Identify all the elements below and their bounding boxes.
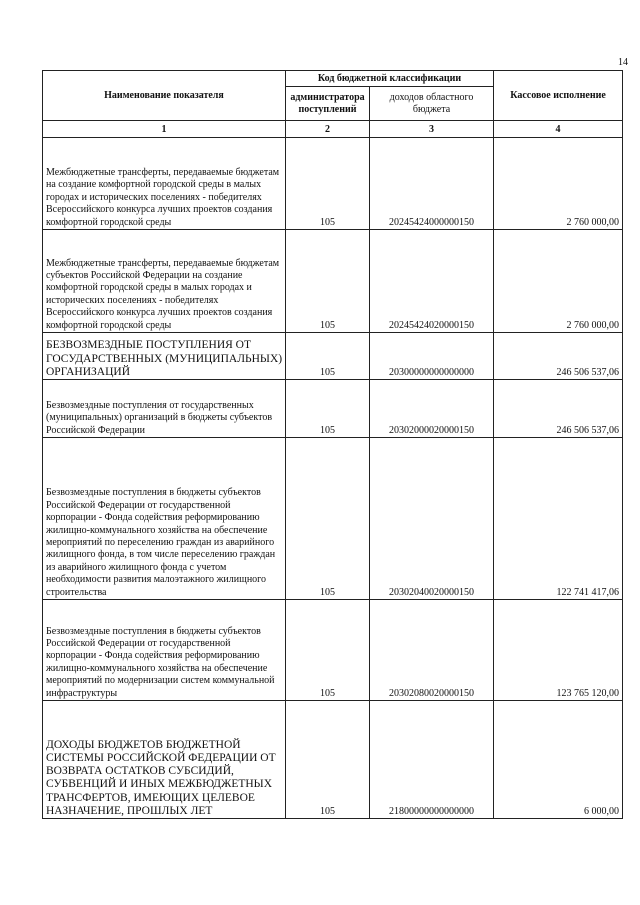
row-income-code: 20245424020000150 <box>370 230 494 333</box>
row-admin-code: 105 <box>286 138 370 230</box>
row-admin-code: 105 <box>286 600 370 701</box>
col-number-2: 2 <box>286 121 370 138</box>
row-amount: 2 760 000,00 <box>494 138 623 230</box>
header-admin: администратора поступлений <box>286 87 370 121</box>
table-row <box>43 701 623 819</box>
row-income-code: 20300000000000000 <box>370 333 494 380</box>
header-income: доходов областного бюджета <box>370 87 494 121</box>
row-admin-code: 105 <box>286 333 370 380</box>
row-amount: 123 765 120,00 <box>494 600 623 701</box>
row-admin-code: 105 <box>286 230 370 333</box>
table-row <box>43 438 623 600</box>
col-number-1: 1 <box>43 121 286 138</box>
row-name: ДОХОДЫ БЮДЖЕТОВ БЮДЖЕТНОЙ СИСТЕМЫ РОССИЙСКОЙ ФЕДЕРАЦИИ ОТ ВОЗВРАТА ОСТАТКОВ СУБСИДИЙ, СУБВЕНЦИЙ И ИНЫХ МЕЖБЮДЖЕТНЫХ ТРАНСФЕРТОВ, ИМЕЮЩИХ ЦЕЛЕВОЕ НАЗНАЧЕНИЕ, ПРОШЛЫХ ЛЕТ <box>43 701 286 819</box>
table-row <box>43 333 623 380</box>
row-name: Межбюджетные трансферты, передаваемые бюджетам на создание комфортной городской среды в малых городах и исторических поселениях - победителях Всероссийского конкурса лучших проектов создания комфортной городской среды <box>43 138 286 230</box>
row-amount: 246 506 537,06 <box>494 380 623 438</box>
row-income-code: 20302040020000150 <box>370 438 494 600</box>
row-amount: 246 506 537,06 <box>494 333 623 380</box>
budget-table <box>42 70 623 819</box>
row-income-code: 20302000020000150 <box>370 380 494 438</box>
row-income-code: 20245424000000150 <box>370 138 494 230</box>
row-amount: 6 000,00 <box>494 701 623 819</box>
page-number: 14 <box>618 57 628 68</box>
row-name: Безвозмездные поступления в бюджеты субъектов Российской Федерации от государственной корпорации - Фонда содействия реформированию жилищно-коммунального хозяйства на обеспечение мероприятий по переселению граждан из аварийного жилищного фонда, в том числе переселению граждан из аварийного жилищного фонда с учетом необходимости развития малоэтажного жилищного строительства <box>43 438 286 600</box>
row-income-code: 21800000000000000 <box>370 701 494 819</box>
row-amount: 122 741 417,06 <box>494 438 623 600</box>
table-row <box>43 380 623 438</box>
table-row <box>43 138 623 230</box>
header-cash-execution: Кассовое исполнение <box>494 71 623 121</box>
row-name: Безвозмездные поступления от государственных (муниципальных) организаций в бюджеты субъектов Российской Федерации <box>43 380 286 438</box>
col-number-3: 3 <box>370 121 494 138</box>
header-name: Наименование показателя <box>43 71 286 121</box>
row-name: Безвозмездные поступления в бюджеты субъектов Российской Федерации от государственной корпорации - Фонда содействия реформированию жилищно-коммунального хозяйства на обеспечение мероприятий по модернизации систем коммунальной инфраструктуры <box>43 600 286 701</box>
row-name: БЕЗВОЗМЕЗДНЫЕ ПОСТУПЛЕНИЯ ОТ ГОСУДАРСТВЕННЫХ (МУНИЦИПАЛЬНЫХ) ОРГАНИЗАЦИЙ <box>43 333 286 380</box>
row-admin-code: 105 <box>286 701 370 819</box>
table-row <box>43 230 623 333</box>
row-amount: 2 760 000,00 <box>494 230 623 333</box>
row-admin-code: 105 <box>286 380 370 438</box>
row-income-code: 20302080020000150 <box>370 600 494 701</box>
row-admin-code: 105 <box>286 438 370 600</box>
header-classification-group: Код бюджетной классификации <box>286 71 494 87</box>
row-name: Межбюджетные трансферты, передаваемые бюджетам субъектов Российской Федерации на создание комфортной городской среды в малых городах и исторических поселениях - победителях Всероссийского конкурса лучших проектов создания комфортной городской среды <box>43 230 286 333</box>
table-row <box>43 600 623 701</box>
col-number-4: 4 <box>494 121 623 138</box>
